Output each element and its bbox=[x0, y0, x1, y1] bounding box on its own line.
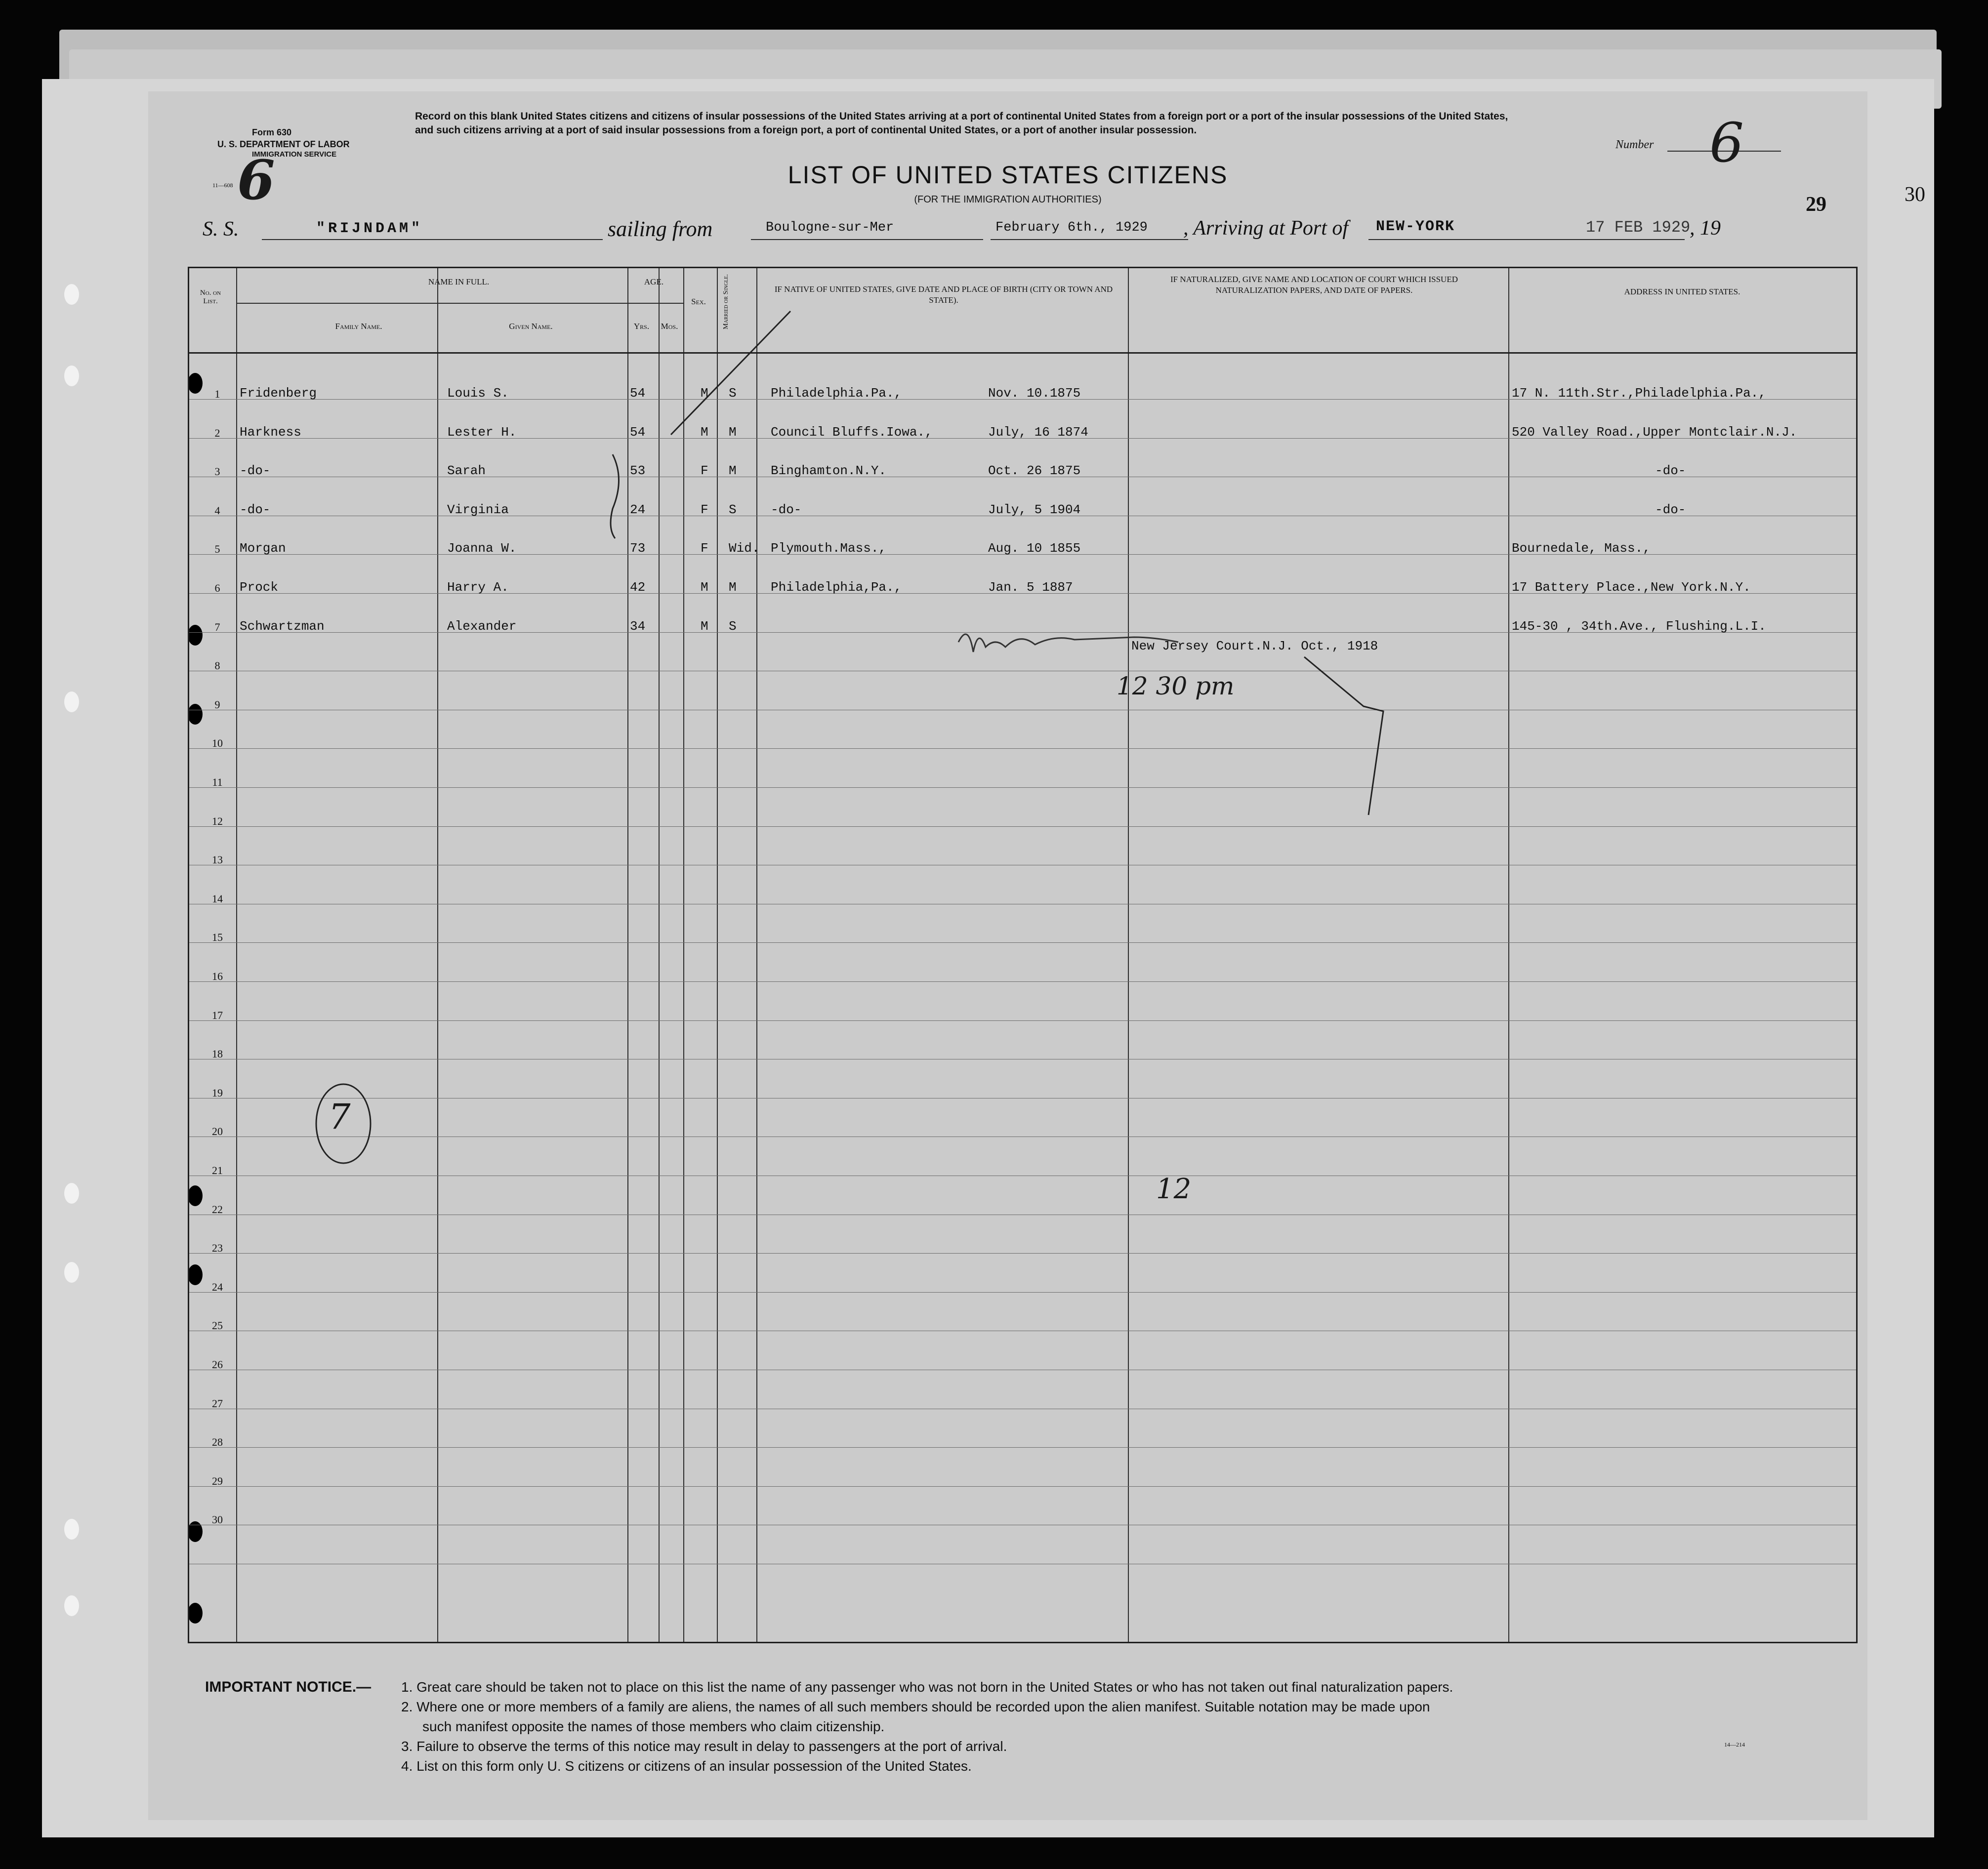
row-line bbox=[189, 1486, 1856, 1487]
given-name: Harry A. bbox=[447, 580, 509, 595]
birth-place: Council Bluffs.Iowa., bbox=[771, 424, 933, 440]
row-number: 16 bbox=[212, 970, 223, 982]
row-number: 14 bbox=[212, 892, 223, 905]
form-subtitle: (FOR THE IMMIGRATION AUTHORITIES) bbox=[914, 194, 1102, 205]
row-number: 18 bbox=[212, 1048, 223, 1060]
given-name: Joanna W. bbox=[447, 541, 517, 556]
header-name-in-full: NAME IN FULL. bbox=[428, 277, 490, 286]
sex: M bbox=[701, 424, 708, 440]
header-bottom bbox=[189, 352, 1856, 354]
marital-status: M bbox=[729, 463, 737, 479]
birth-place: Philadelphia.Pa., bbox=[771, 386, 902, 401]
birth-place: Binghamton.N.Y. bbox=[771, 463, 887, 479]
age-years: 24 bbox=[630, 502, 646, 517]
us-address: -do- bbox=[1655, 502, 1686, 517]
col-divider bbox=[717, 268, 718, 1642]
row-number: 30 bbox=[212, 1513, 223, 1526]
header-naturalized: IF NATURALIZED, GIVE NAME AND LOCATION OF COURT WHICH ISSUED NATURALIZATION PAPERS, AND DATE OF PAPERS. bbox=[1170, 275, 1458, 295]
handwritten-list-number: 6 bbox=[237, 148, 275, 212]
row-number: 29 bbox=[212, 1474, 223, 1487]
form-number: Form 630 bbox=[252, 127, 292, 137]
birth-place: -do- bbox=[771, 502, 802, 517]
date-underline bbox=[991, 239, 1188, 240]
us-address: -do- bbox=[1655, 463, 1686, 479]
row-number: 19 bbox=[212, 1086, 223, 1099]
row-number: 12 bbox=[212, 814, 223, 827]
row-line bbox=[189, 942, 1856, 943]
header-sex: Sex. bbox=[691, 297, 706, 306]
age-years: 34 bbox=[630, 618, 646, 634]
header-divider bbox=[236, 303, 683, 304]
sex: M bbox=[701, 580, 708, 595]
family-name: Harkness bbox=[240, 424, 301, 440]
row-number: 15 bbox=[212, 931, 223, 944]
page-number-29: 29 bbox=[1806, 193, 1826, 216]
marital-status: S bbox=[729, 386, 737, 401]
notice-item-2: 2. Where one or more members of a family are aliens, the names of all such members should be recorded upon the alien manifest. Suitable notation may be made upon bbox=[401, 1699, 1430, 1714]
row-number: 22 bbox=[212, 1203, 223, 1216]
binder-hole bbox=[64, 1183, 79, 1204]
row-number: 11 bbox=[212, 776, 223, 788]
us-address: Bournedale, Mass., bbox=[1512, 541, 1651, 556]
birth-date: July, 5 1904 bbox=[988, 502, 1081, 517]
row-number: 21 bbox=[212, 1164, 223, 1177]
birth-date: July, 16 1874 bbox=[988, 424, 1088, 440]
row-number: 23 bbox=[212, 1242, 223, 1255]
header-address: ADDRESS IN UNITED STATES. bbox=[1624, 287, 1740, 296]
record-instructions: Record on this blank United States citizens and citizens of insular possessions of the United States arriving at a port of continental United States from a foreign port or a port of the insular possessions of the United States, and such citizens arriving at a port of said insular possessions from a foreign port, a port of continental United States, or a port of another insular possession. bbox=[415, 111, 1508, 136]
marital-status: M bbox=[729, 580, 737, 595]
row-number: 26 bbox=[212, 1358, 223, 1371]
us-address: 145-30 , 34th.Ave., Flushing.L.I. bbox=[1512, 618, 1766, 634]
family-name: Morgan bbox=[240, 541, 286, 556]
ss-label: S. S. bbox=[203, 218, 239, 241]
col-divider bbox=[1508, 268, 1509, 1642]
family-name: Prock bbox=[240, 580, 279, 595]
notice-item-3: 3. Failure to observe the terms of this notice may result in delay to passengers at the port of arrival. bbox=[401, 1739, 1007, 1754]
notice-item-4: 4. List on this form only U. S citizens or citizens of an insular possession of the United States. bbox=[401, 1758, 972, 1774]
from-port-underline bbox=[751, 239, 983, 240]
header-age: AGE. bbox=[644, 277, 664, 286]
family-name: -do- bbox=[240, 502, 271, 517]
row-number: 28 bbox=[212, 1436, 223, 1449]
row-number: 25 bbox=[212, 1319, 223, 1332]
service-label: IMMIGRATION SERVICE bbox=[252, 150, 337, 159]
notice-label: IMPORTANT NOTICE.— bbox=[205, 1679, 372, 1695]
marital-status: Wid. bbox=[729, 541, 760, 556]
row-number: 4 bbox=[214, 504, 220, 517]
row-number: 5 bbox=[214, 543, 220, 556]
row-number: 24 bbox=[212, 1280, 223, 1293]
row-line bbox=[189, 826, 1856, 827]
given-name: Lester H. bbox=[447, 424, 517, 440]
binder-hole bbox=[64, 1262, 79, 1283]
row-number: 1 bbox=[214, 388, 220, 400]
us-address: 17 N. 11th.Str.,Philadelphia.Pa., bbox=[1512, 386, 1766, 401]
header-married-or-single: Married or Single. bbox=[722, 274, 730, 329]
sex: F bbox=[701, 541, 708, 556]
margin-reference: 11—608 bbox=[212, 182, 233, 189]
col-divider bbox=[683, 268, 684, 1642]
row-number: 3 bbox=[214, 465, 220, 478]
col-divider bbox=[627, 268, 628, 1642]
marital-status: S bbox=[729, 502, 737, 517]
naturalization: New Jersey Court.N.J. Oct., 1918 bbox=[1131, 638, 1378, 653]
row-number: 9 bbox=[214, 698, 220, 711]
given-name: Alexander bbox=[447, 618, 517, 634]
row-number: 7 bbox=[214, 620, 220, 633]
number-label: Number bbox=[1615, 138, 1654, 151]
row-number: 10 bbox=[212, 737, 223, 750]
row-line bbox=[189, 787, 1856, 788]
handwritten-twelve: 12 bbox=[1156, 1173, 1192, 1205]
page-number-30: 30 bbox=[1905, 183, 1925, 206]
birth-date: Nov. 10.1875 bbox=[988, 386, 1081, 401]
print-code: 14—214 bbox=[1724, 1741, 1745, 1748]
birth-date: Oct. 26 1875 bbox=[988, 463, 1081, 479]
marital-status: M bbox=[729, 424, 737, 440]
birth-date: Jan. 5 1887 bbox=[988, 580, 1073, 595]
row-line bbox=[189, 1020, 1856, 1021]
form-title: LIST OF UNITED STATES CITIZENS bbox=[787, 161, 1228, 189]
circled-number: 7 bbox=[329, 1097, 351, 1137]
col-divider bbox=[1128, 268, 1129, 1642]
birth-date: Aug. 10 1855 bbox=[988, 541, 1081, 556]
row-number: 17 bbox=[212, 1009, 223, 1021]
birth-place: Plymouth.Mass., bbox=[771, 541, 887, 556]
notice-item-1: 1. Great care should be taken not to place on this list the name of any passenger who was not born in the United States or who has not taken out final naturalization papers. bbox=[401, 1679, 1453, 1695]
given-name: Virginia bbox=[447, 502, 509, 517]
row-line bbox=[189, 1292, 1856, 1293]
ship-underline bbox=[262, 239, 603, 240]
header-family-name: Family Name. bbox=[335, 322, 382, 331]
number-value: 6 bbox=[1709, 111, 1744, 174]
age-years: 73 bbox=[630, 541, 646, 556]
department-label: U. S. DEPARTMENT OF LABOR bbox=[217, 139, 350, 149]
row-line bbox=[189, 1253, 1856, 1254]
port-underline bbox=[1368, 239, 1685, 240]
row-number: 20 bbox=[212, 1125, 223, 1138]
header-yrs: Yrs. bbox=[633, 322, 650, 331]
sex: F bbox=[701, 463, 708, 479]
sex: M bbox=[701, 618, 708, 634]
row-line bbox=[189, 1447, 1856, 1448]
given-name: Sarah bbox=[447, 463, 486, 479]
signature-time: 12 30 pm bbox=[1117, 672, 1235, 700]
family-name: Fridenberg bbox=[240, 386, 317, 401]
row-number: 13 bbox=[212, 853, 223, 866]
row-number: 8 bbox=[214, 659, 220, 672]
binder-hole bbox=[64, 691, 79, 712]
family-name: Schwartzman bbox=[240, 618, 325, 634]
row-line bbox=[189, 981, 1856, 982]
row-number: 6 bbox=[214, 582, 220, 594]
sailing-date: February 6th., 1929 bbox=[995, 220, 1148, 235]
col-divider bbox=[659, 268, 660, 1642]
birth-place: Philadelphia,Pa., bbox=[771, 580, 902, 595]
given-name: Louis S. bbox=[447, 386, 509, 401]
binder-hole bbox=[64, 284, 79, 305]
marital-status: S bbox=[729, 618, 737, 634]
sailing-from-label: sailing from bbox=[608, 217, 713, 241]
year-prefix: , 19 bbox=[1690, 217, 1721, 240]
row-line bbox=[189, 748, 1856, 749]
row-number: 27 bbox=[212, 1397, 223, 1410]
arriving-label: , Arriving at Port of bbox=[1183, 217, 1349, 240]
binder-hole bbox=[64, 1519, 79, 1540]
arrival-date-stamp: 17 FEB 1929 bbox=[1586, 218, 1691, 237]
family-name: -do- bbox=[240, 463, 271, 479]
age-years: 42 bbox=[630, 580, 646, 595]
us-address: 520 Valley Road.,Upper Montclair.N.J. bbox=[1512, 424, 1797, 440]
binder-hole bbox=[64, 1595, 79, 1616]
arrival-port: NEW-YORK bbox=[1376, 218, 1455, 235]
col-divider bbox=[437, 268, 438, 1642]
age-years: 53 bbox=[630, 463, 646, 479]
header-mos: Mos. bbox=[661, 322, 678, 331]
sex: M bbox=[701, 386, 708, 401]
from-port: Boulogne-sur-Mer bbox=[766, 220, 894, 235]
header-given-name: Given Name. bbox=[509, 322, 553, 331]
row-number: 2 bbox=[214, 426, 220, 439]
col-divider bbox=[236, 268, 237, 1642]
us-address: 17 Battery Place.,New York.N.Y. bbox=[1512, 580, 1751, 595]
age-years: 54 bbox=[630, 424, 646, 440]
binder-hole bbox=[64, 366, 79, 386]
age-years: 54 bbox=[630, 386, 646, 401]
notice-item-2-cont: such manifest opposite the names of those members who claim citizenship. bbox=[422, 1719, 885, 1734]
header-no-on-list: No. on List. bbox=[200, 289, 221, 305]
header-native-birth: IF NATIVE OF UNITED STATES, GIVE DATE AND PLACE OF BIRTH (CITY OR TOWN AND STATE). bbox=[774, 284, 1113, 305]
col-divider bbox=[756, 268, 757, 1642]
ship-name: "RIJNDAM" bbox=[316, 220, 423, 237]
sex: F bbox=[701, 502, 708, 517]
